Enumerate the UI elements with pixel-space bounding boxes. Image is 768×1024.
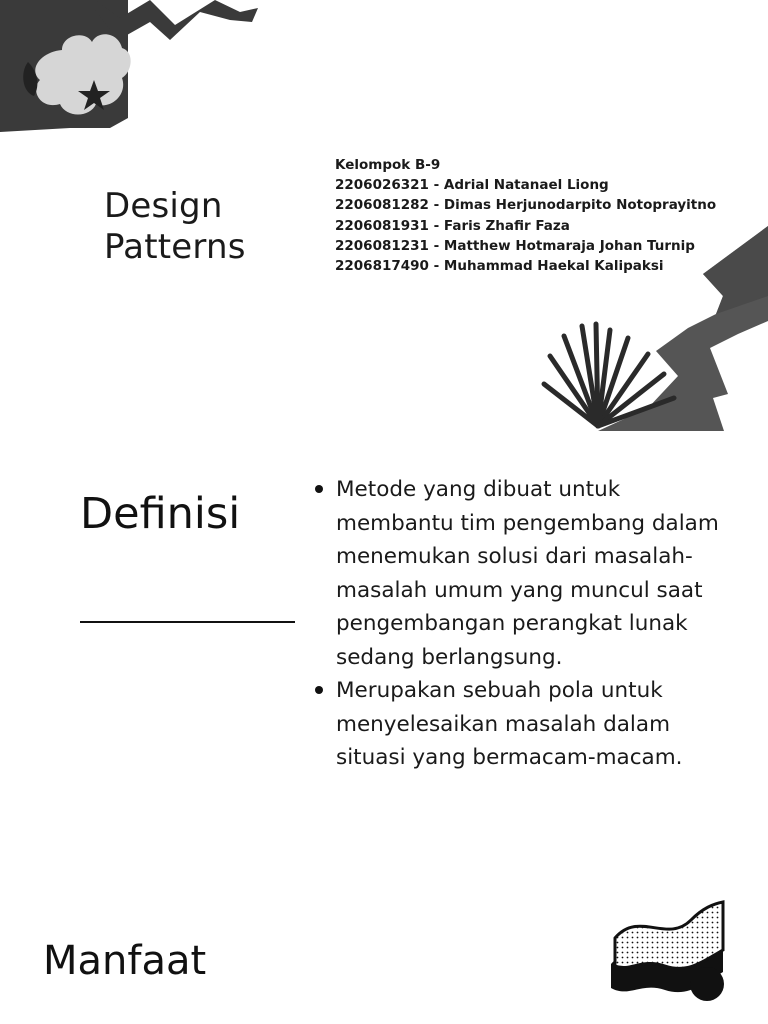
bullet-icon — [315, 485, 323, 493]
member-item: 2206817490 - Muhammad Haekal Kalipaksi — [335, 258, 664, 275]
definition-heading: Definisi — [80, 489, 241, 539]
divider — [80, 621, 295, 623]
bullet-icon — [315, 686, 323, 694]
group-name: Kelompok B-9 — [335, 157, 441, 173]
list-item — [313, 674, 743, 775]
title-line-2: Patterns — [104, 227, 246, 267]
member-item: 2206081931 - Faris Zhafir Faza — [335, 217, 570, 234]
member-item: 2206026321 - Adrial Natanael Liong — [335, 177, 609, 194]
top-left-decoration — [0, 0, 260, 140]
member-item: 2206081282 - Dimas Herjunodarpito Notoprayitno — [335, 197, 717, 214]
title-line-1: Design — [104, 186, 223, 226]
definition-list — [313, 473, 743, 775]
member-item: 2206081231 - Matthew Hotmaraja Johan Turnip — [335, 237, 695, 254]
list-item-text: Metode yang dibuat untuk membantu tim pengembang dalam menemukan solusi dari masalah-masalah umum yang muncul saat pengembangan perangkat lunak sedang berlangsung. — [336, 477, 719, 670]
palm-zigzag-decoration — [538, 226, 768, 431]
wave-decoration — [605, 900, 735, 1010]
benefits-heading: Manfaat — [43, 938, 207, 984]
page-title — [104, 186, 246, 268]
list-item — [313, 473, 743, 674]
list-item-text: Merupakan sebuah pola untuk menyelesaikan masalah dalam situasi yang bermacam-macam. — [336, 678, 683, 770]
